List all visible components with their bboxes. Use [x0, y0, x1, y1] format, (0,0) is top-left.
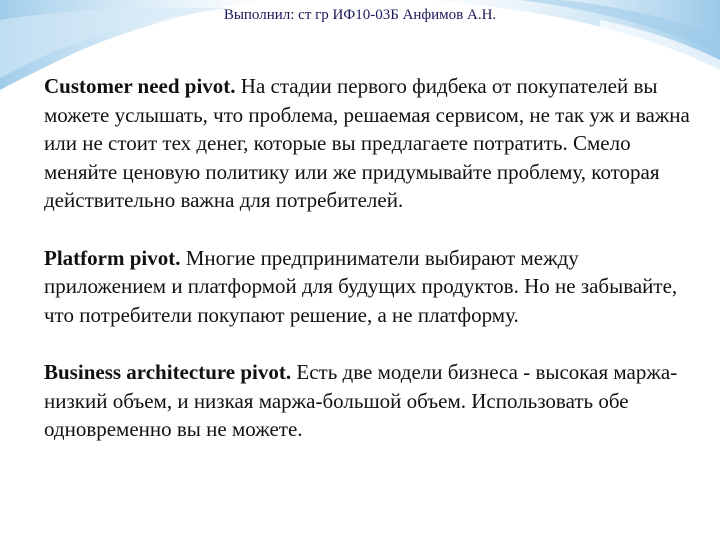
paragraph-title: Customer need pivot.	[44, 74, 241, 98]
paragraph-title: Business architecture pivot.	[44, 360, 297, 384]
paragraph-platform-pivot	[44, 244, 694, 330]
paragraph-customer-need-pivot	[44, 72, 694, 215]
paragraph-text: Многие предприниматели выбирают между приложением и платформой для будущих продуктов. Но не забывайте, что потребители покупают решение, а не платформу.	[44, 245, 678, 327]
author-header: Выполнил: ст гр ИФ10-03Б Анфимов А.Н.	[223, 7, 497, 23]
paragraph-text: На стадии первого фидбека от покупателей вы можете услышать, что проблема, решаемая сервисом, не так уж и важна или не стоит тех денег, которые вы предлагаете потратить. Смело меняйте ценовую политику или же придумывайте проблему, которая действительно важна для потребителей.	[44, 74, 690, 212]
paragraph-text: Есть две модели бизнеса - высокая маржа-низкий объем, и низкая маржа-большой объем. Использовать обе одновременно вы не можете.	[44, 360, 678, 441]
paragraph-business-architecture-pivot	[44, 358, 694, 444]
slide-body	[44, 72, 694, 444]
paragraph-title: Platform pivot.	[44, 245, 186, 270]
